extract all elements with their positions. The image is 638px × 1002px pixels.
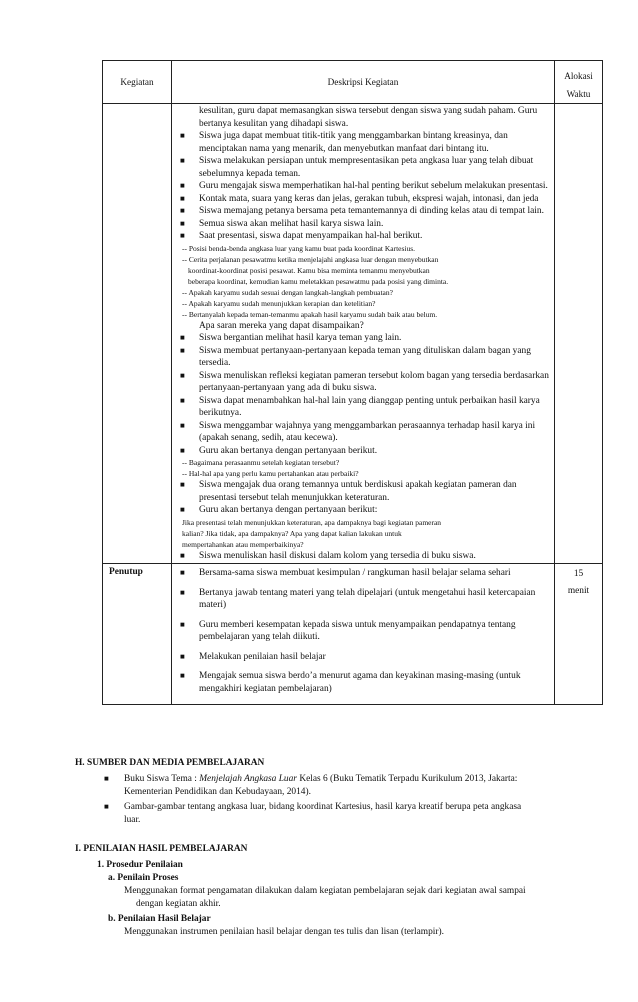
list-item: ■ Guru mengajak siswa memperhatikan hal-hal penting berikut sebelum melakukan presentasi. — [178, 180, 550, 193]
section-h-item-1-line2: Kementerian Pendidikan dan Kebudayaan, 2014). — [124, 787, 311, 797]
list-item: ■ Saat presentasi, siswa dapat menyampaikan hal-hal berikut. — [178, 230, 550, 243]
list-item: ■ Siswa dapat menambahkan hal-hal lain yang dianggap penting untuk perbaikan hasil karya berikutnya. — [178, 395, 550, 420]
inti-list-2 — [178, 332, 550, 457]
inti-list — [178, 105, 550, 243]
guru-subpoints — [178, 457, 550, 479]
section-i-b-title: b. Penilaian Hasil Belajar — [108, 914, 211, 924]
section-h-item-2: Gambar-gambar tentang angkasa luar, bidang koordinat Kartesius, hasil karya kreatif berupa peta angkasa — [124, 802, 522, 812]
list-item: ■ Guru akan bertanya dengan pertanyaan berikut: — [178, 504, 550, 517]
penutup-list-item: ■ Melakukan penilaian hasil belajar — [178, 651, 550, 664]
penutup-list-item: ■ Guru memberi kesempatan kepada siswa untuk menyampaikan pendapatnya tentang pembelajaran yang telah diikuti. — [178, 619, 550, 644]
list-item: ■ Siswa melakukan persiapan untuk mempresentasikan peta angkasa luar yang telah dibuat sebelumnya kepada teman. — [178, 155, 550, 180]
presentasi-subpoints — [178, 243, 550, 320]
section-i-a-text-line2: dengan kegiatan akhir. — [136, 899, 221, 909]
sub-point-text: kalian? Jika tidak, apa dampaknya? Apa yang dapat kalian lakukan untuk — [182, 528, 402, 538]
section-h-item-1 — [124, 773, 517, 786]
sub-point-text: mempertahankan atau memperbaikinya? — [182, 539, 304, 549]
section-i-sub1: 1. Prosedur Penilaian — [97, 860, 183, 870]
list-item: ■ Siswa membuat pertanyaan-pertanyaan kepada teman yang dituliskan dalam bagan yang tersedia. — [178, 345, 550, 370]
sub-point-text: Jika presentasi telah menunjukkan keteraturan, apa dampaknya bagi kegiatan pameran — [182, 517, 442, 527]
list-item: ■ Siswa menuliskan refleksi kegiatan pameran tersebut kolom bagan yang tersedia berdasarkan pertanyaan-pertanyaan yang ada di buku siswa. — [178, 370, 550, 395]
inti-list-3 — [178, 479, 550, 517]
time-value: 15 — [573, 569, 584, 579]
section-h-title: H. SUMBER DAN MEDIA PEMBELAJARAN — [75, 758, 265, 768]
book-title: Menjelajah Angkasa Luar — [199, 774, 297, 784]
sub-point-text: -- Bagaimana perasaanmu setelah kegiatan tersebut? — [182, 458, 340, 467]
inti-row — [103, 104, 603, 564]
list-item: ■ Siswa menggambar wajahnya yang menggambarkan perasaannya terhadap hasil karya ini (apakah senang, sedih, atau kecewa). — [178, 420, 550, 445]
sub-point-text: -- Hal-hal apa yang perlu kamu pertahankan atau perbaiki? — [182, 469, 359, 478]
section-h-item-2-line2: luar. — [124, 815, 141, 825]
sub-point-text: beberapa koordinat, kemudian kamu meletakkan pesawatmu pada posisi yang diminta. — [188, 276, 449, 286]
header-deskripsi: Deskripsi Kegiatan — [172, 61, 555, 104]
sub-point-text: -- Cerita perjalanan pesawatmu ketika menjelajahi angkasa luar dengan menyebutkan — [182, 254, 439, 264]
bullet-square-icon: ■ — [104, 802, 109, 811]
penutup-description-cell — [172, 564, 555, 705]
table-header-row — [103, 61, 603, 104]
section-i-a-text: Menggunakan format pengamatan dilakukan dalam kegiatan pembelajaran sejak dari kegiatan awal sampai — [124, 886, 526, 896]
inti-description-cell — [172, 104, 555, 564]
sub-point-text: -- Apakah karyamu sudah sesuai dengan langkah-langkah pembuatan? — [182, 287, 393, 297]
penutup-list-item: ■ Bersama-sama siswa membuat kesimpulan / rangkuman hasil belajar selama sehari — [178, 567, 550, 580]
penutup-time-cell — [555, 564, 603, 705]
sub-point-text: koordinat-koordinat posisi pesawat. Kamu bisa meminta temanmu menyebutkan — [188, 265, 430, 275]
penutup-row — [103, 564, 603, 705]
kegiatan-cell-empty — [103, 104, 172, 564]
section-i-title: I. PENILAIAN HASIL PEMBELAJARAN — [75, 844, 248, 854]
list-item: ■ Guru akan bertanya dengan pertanyaan berikut. — [178, 445, 550, 458]
item1-suffix: Kelas 6 (Buku Tematik Terpadu Kurikulum 2013, Jakarta: — [296, 774, 518, 784]
penutup-list-item: ■ Bertanya jawab tentang materi yang telah dipelajari (untuk mengetahui hasil ketercapaian materi) — [178, 587, 550, 612]
list-item: ■ Siswa menuliskan hasil diskusi dalam kolom yang tersedia di buku siswa. — [178, 550, 550, 563]
penutup-list — [178, 567, 550, 695]
apa-saran-text: Apa saran mereka yang dapat disampaikan? — [199, 320, 364, 331]
list-item: ■ Kontak mata, suara yang keras dan jelas, gerakan tubuh, ekspresi wajah, intonasi, dan jeda — [178, 193, 550, 206]
header-alokasi: Alokasi Waktu — [555, 61, 603, 104]
alokasi-cell-empty — [555, 104, 603, 564]
list-item: kesulitan, guru dapat memasangkan siswa tersebut dengan siswa yang sudah paham. Guru bertanya kesulitan yang dihadapi siswa. — [199, 106, 538, 129]
list-item: ■ Siswa mengajak dua orang temannya untuk berdiskusi apakah kegiatan pameran dan presentasi tersebut telah menunjukkan keteraturan. — [178, 479, 550, 504]
list-item: ■ Siswa juga dapat membuat titik-titik yang menggambarkan bintang kreasinya, dan menciptakan nama yang menarik, dan menyebutkan manfaat dari bintang itu. — [178, 130, 550, 155]
list-item: ■ Siswa bergantian melihat hasil karya teman yang lain. — [178, 332, 550, 345]
list-item: ■ Siswa memajang petanya bersama peta temantemannya di dinding kelas atau di tempat lain. — [178, 205, 550, 218]
section-i-b-text: Menggunakan instrumen penilaian hasil belajar dengan tes tulis dan lisan (terlampir). — [124, 927, 444, 937]
inti-list-last — [178, 550, 550, 563]
header-kegiatan: Kegiatan — [103, 61, 172, 104]
sub-point-text: -- Apakah karyamu sudah menunjukkan kerapian dan ketelitian? — [182, 298, 376, 308]
activity-table — [102, 60, 603, 705]
section-i-a-title: a. Penilain Proses — [108, 873, 179, 883]
sub-point-text: -- Posisi benda-benda angkasa luar yang kamu buat pada koordinat Kartesius. — [182, 243, 416, 253]
penutup-label: Penutup — [103, 564, 172, 705]
penutup-list-item: ■ Mengajak semua siswa berdo’a menurut agama dan keyakinan masing-masing (untuk mengakhiri kegiatan pembelajaran) — [178, 670, 550, 695]
guru-subpoints-2 — [178, 517, 550, 550]
list-item: ■ Semua siswa akan melihat hasil karya siswa lain. — [178, 218, 550, 231]
sub-point-text: -- Bertanyalah kepada teman-temanmu apakah hasil karyamu sudah baik atau belum. — [182, 309, 438, 319]
time-unit: menit — [567, 586, 590, 596]
item1-prefix: Buku Siswa Tema : — [124, 774, 200, 784]
bullet-square-icon: ■ — [104, 774, 109, 783]
